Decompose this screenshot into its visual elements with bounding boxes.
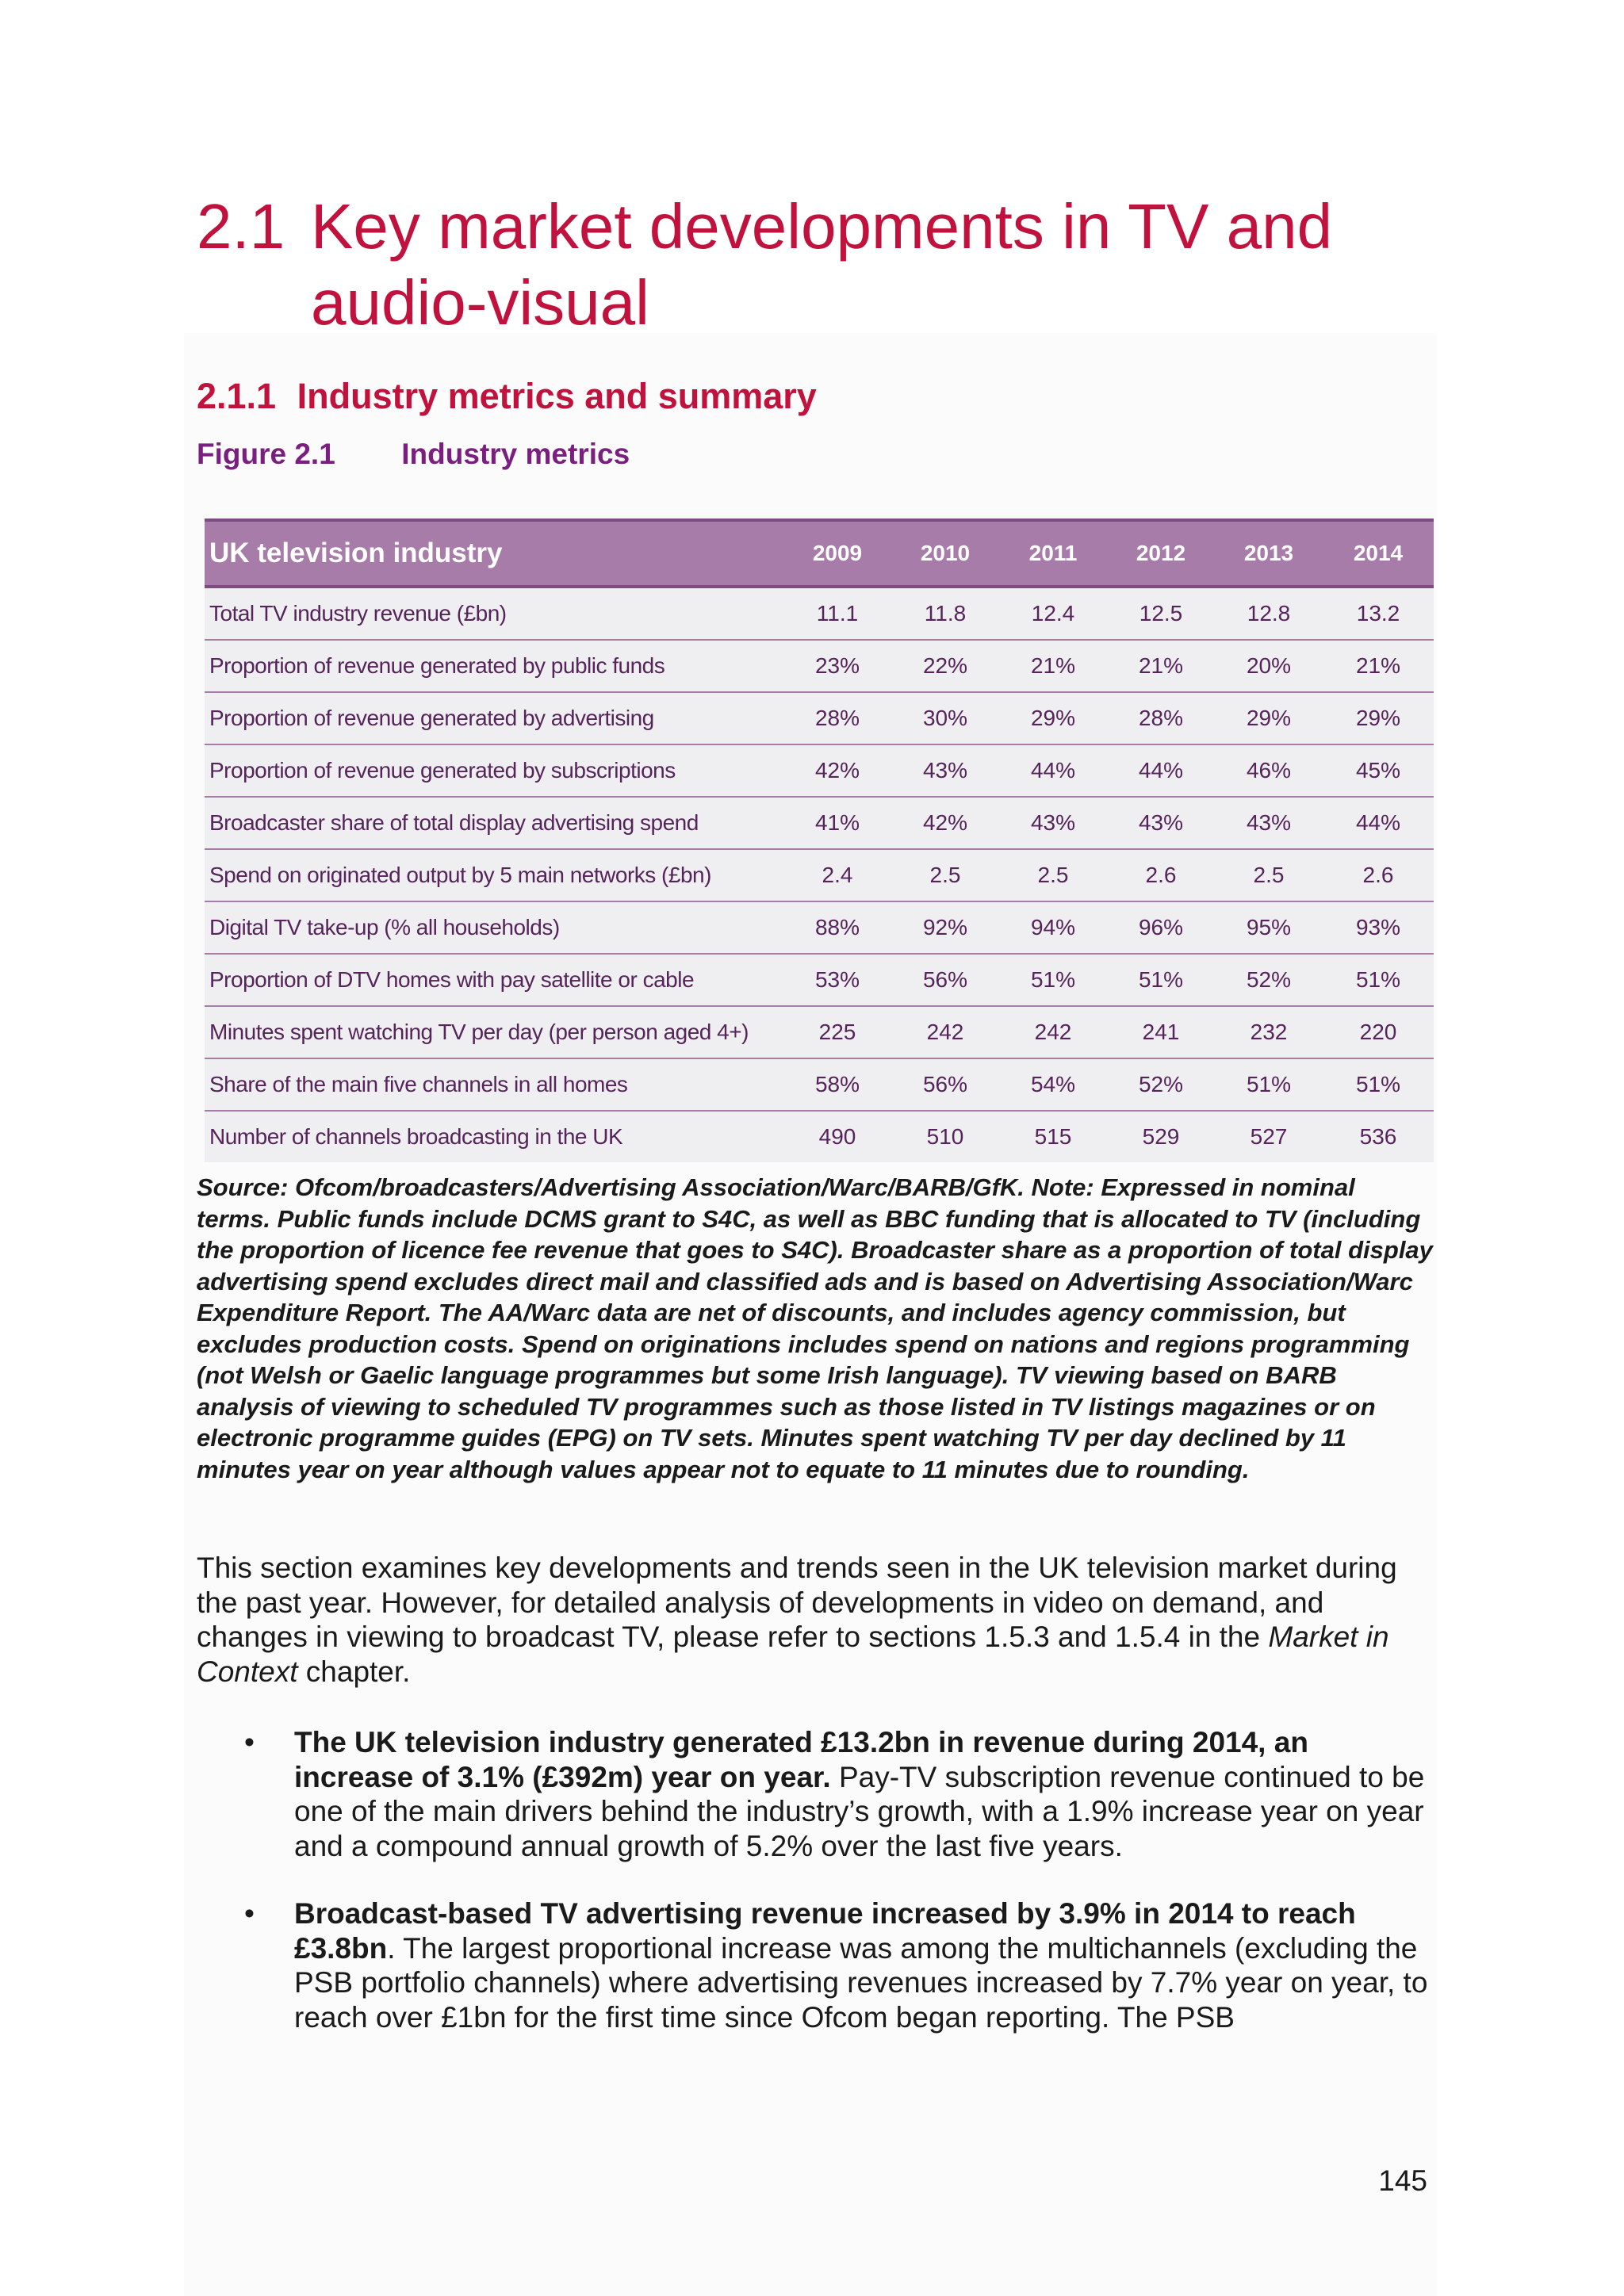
page-number: 145: [1378, 2164, 1427, 2197]
table-cell: 21%: [1107, 640, 1215, 692]
table-cell: 29%: [1323, 692, 1434, 744]
table-cell: 490: [818, 1124, 856, 1149]
year-header: 2010: [891, 520, 999, 587]
industry-metrics-table: [205, 519, 1434, 1162]
table-cell: 2.5: [999, 849, 1107, 901]
table-cell: 242: [891, 1006, 999, 1058]
table-cell: 54%: [999, 1058, 1107, 1111]
bullet-bold-text: The UK television industry generated £13.2bn in revenue during 2014, an increase of 3.1% (£392m) year on year.: [294, 1726, 1308, 1793]
table-row: [205, 692, 1434, 744]
table-cell: 11.1: [783, 587, 891, 640]
table-cell: 2.4: [783, 849, 891, 901]
bullet-icon: •: [244, 1897, 255, 1930]
year-header: 2013: [1215, 520, 1323, 587]
table-cell: 29%: [1215, 692, 1323, 744]
table-cell: 44%: [999, 744, 1107, 797]
bullet-bold-text: Broadcast-based TV advertising revenue increased by 3.9% in 2014 to reach £3.8bn: [294, 1897, 1356, 1965]
table-cell: 45%: [1323, 744, 1434, 797]
subsection-title-text: Industry metrics and summary: [297, 376, 817, 416]
bullet-normal-text: . The largest proportional increase was among the multichannels (excluding the PSB portfolio channels) where advertising revenues increased by 7.7% year on year, to reach over £1bn for the first time since Ofcom began reporting. The PSB: [294, 1931, 1428, 2034]
table-cell: 242: [999, 1006, 1107, 1058]
row-label: Proportion of revenue generated by subscriptions: [205, 744, 783, 797]
table-cell: 51%: [999, 954, 1107, 1006]
section-title: [197, 189, 1434, 341]
table-cell: 92%: [891, 901, 999, 954]
table-cell: 43%: [891, 744, 999, 797]
table-header-row: [205, 520, 1434, 587]
table-cell: 30%: [891, 692, 999, 744]
year-header: 2009: [783, 520, 891, 587]
table-cell: 29%: [999, 692, 1107, 744]
row-label: Proportion of revenue generated by public funds: [205, 640, 783, 692]
table-cell: 51%: [1215, 1058, 1323, 1111]
table-cell: 220: [1323, 1006, 1434, 1058]
row-label: Proportion of DTV homes with pay satellite or cable: [205, 954, 783, 1006]
figure-number: Figure 2.1: [197, 438, 335, 470]
table-row: [205, 1058, 1434, 1111]
bullet-normal-text: Pay-TV subscription revenue continued to be one of the main drivers behind the industry’s growth, with a 1.9% increase year on year and a compound annual growth of 5.2% over the last five years.: [294, 1760, 1425, 1862]
table-cell: 2.5: [891, 849, 999, 901]
bullet-text: [294, 1725, 1434, 1863]
table-cell: 13.2: [1323, 587, 1434, 640]
bullet-text: [294, 1896, 1434, 2034]
table-cell: 44%: [1323, 797, 1434, 849]
table-cell: 88%: [783, 901, 891, 954]
year-header: 2012: [1107, 520, 1215, 587]
table-cell: 529: [1142, 1124, 1180, 1149]
row-label: Minutes spent watching TV per day (per person aged 4+): [205, 1006, 783, 1058]
table-cell: 2.6: [1323, 849, 1434, 901]
table-cell: 536: [1359, 1124, 1397, 1149]
table-row: [205, 1006, 1434, 1058]
market-in-context-reference: Market in Context: [197, 1621, 1389, 1688]
table-cell: 53%: [783, 954, 891, 1006]
table-cell: 43%: [1107, 797, 1215, 849]
table-cell: 51%: [1107, 954, 1215, 1006]
table-cell: 527: [1250, 1124, 1288, 1149]
table-cell: 44%: [1107, 744, 1215, 797]
table-cell: 21%: [1323, 640, 1434, 692]
table-cell: 21%: [999, 640, 1107, 692]
table-row: [205, 797, 1434, 849]
table-row: [205, 954, 1434, 1006]
table-cell: 510: [926, 1124, 964, 1149]
table-cell: 51%: [1323, 954, 1434, 1006]
intro-text-end: chapter.: [297, 1655, 411, 1688]
table-cell: 22%: [891, 640, 999, 692]
table-cell: 28%: [783, 692, 891, 744]
table-cell: 12.4: [999, 587, 1107, 640]
table-cell: 2.6: [1107, 849, 1215, 901]
table-cell: 241: [1107, 1006, 1215, 1058]
table-cell: 52%: [1107, 1058, 1215, 1111]
table-cell: 93%: [1323, 901, 1434, 954]
row-label: Total TV industry revenue (£bn): [205, 587, 783, 640]
table-cell: 232: [1215, 1006, 1323, 1058]
table-row: [205, 849, 1434, 901]
table-cell: 12.5: [1107, 587, 1215, 640]
table-cell: 58%: [783, 1058, 891, 1111]
table-cell: 46%: [1215, 744, 1323, 797]
table-cell: 42%: [783, 744, 891, 797]
table-cell: 2.5: [1215, 849, 1323, 901]
table-row: [205, 744, 1434, 797]
table-cell: 28%: [1107, 692, 1215, 744]
table-cell: 56%: [891, 954, 999, 1006]
subsection-title: [197, 376, 817, 417]
row-label: Proportion of revenue generated by advertising: [205, 692, 783, 744]
table-row: [205, 640, 1434, 692]
row-label: Digital TV take-up (% all households): [205, 901, 783, 954]
figure-title: Industry metrics: [401, 438, 630, 470]
source-note: Source: Ofcom/broadcasters/Advertising Association/Warc/BARB/GfK. Note: Expressed in nominal terms. Public funds include DCMS grant to S4C, as well as BBC funding that is allocated to TV (including the proportion of licence fee revenue that goes to S4C). Broadcaster share as a proportion of total display advertising spend excludes direct mail and classified ads and is based on Advertising Association/Warc Expenditure Report. The AA/Warc data are net of discounts, and includes agency commission, but excludes production costs. Spend on originations includes spend on nations and regions programming (not Welsh or Gaelic language programmes but some Irish language). TV viewing based on BARB analysis of viewing to scheduled TV programmes such as those listed in TV listings magazines or on electronic programme guides (EPG) on TV sets. Minutes spent watching TV per day declined by 11 minutes year on year although values appear not to equate to 11 minutes due to rounding.: [197, 1173, 1433, 1483]
table-cell: 43%: [999, 797, 1107, 849]
table-cell: 51%: [1323, 1058, 1434, 1111]
intro-paragraph: [197, 1551, 1434, 1689]
table-cell: 42%: [891, 797, 999, 849]
table-row: [205, 1111, 1434, 1162]
table-cell: 12.8: [1215, 587, 1323, 640]
table-cell: 20%: [1215, 640, 1323, 692]
table-cell: 56%: [891, 1058, 999, 1111]
subsection-number: 2.1.1: [197, 376, 277, 416]
table-cell: 96%: [1107, 901, 1215, 954]
table-cell: 95%: [1215, 901, 1323, 954]
section-title-text: Key market developments in TV and audio-visual: [311, 191, 1333, 338]
table-cell: 23%: [783, 640, 891, 692]
table-header-label: UK television industry: [205, 520, 783, 587]
section-number: 2.1: [197, 191, 285, 262]
table-cell: 41%: [783, 797, 891, 849]
bullet-icon: •: [244, 1726, 255, 1758]
figure-caption: [197, 438, 630, 471]
row-label: Number of channels broadcasting in the UK: [209, 1124, 623, 1149]
table-cell: 225: [783, 1006, 891, 1058]
table-row: [205, 901, 1434, 954]
year-header: 2014: [1323, 520, 1434, 587]
table-row: [205, 587, 1434, 640]
table-cell: 52%: [1215, 954, 1323, 1006]
table-body: [205, 587, 1434, 1162]
row-label: Broadcaster share of total display advertising spend: [205, 797, 783, 849]
row-label: Share of the main five channels in all homes: [205, 1058, 783, 1111]
table-cell: 94%: [999, 901, 1107, 954]
table-cell: 43%: [1215, 797, 1323, 849]
table-cell: 11.8: [891, 587, 999, 640]
row-label: Spend on originated output by 5 main networks (£bn): [205, 849, 783, 901]
intro-text-start: This section examines key developments and trends seen in the UK television market during the past year. However, for detailed analysis of developments in video on demand, and changes in viewing to broadcast TV, please refer to sections 1.5.3 and 1.5.4 in the: [197, 1552, 1397, 1653]
year-header: 2011: [999, 520, 1107, 587]
table-cell: 515: [1034, 1124, 1072, 1149]
